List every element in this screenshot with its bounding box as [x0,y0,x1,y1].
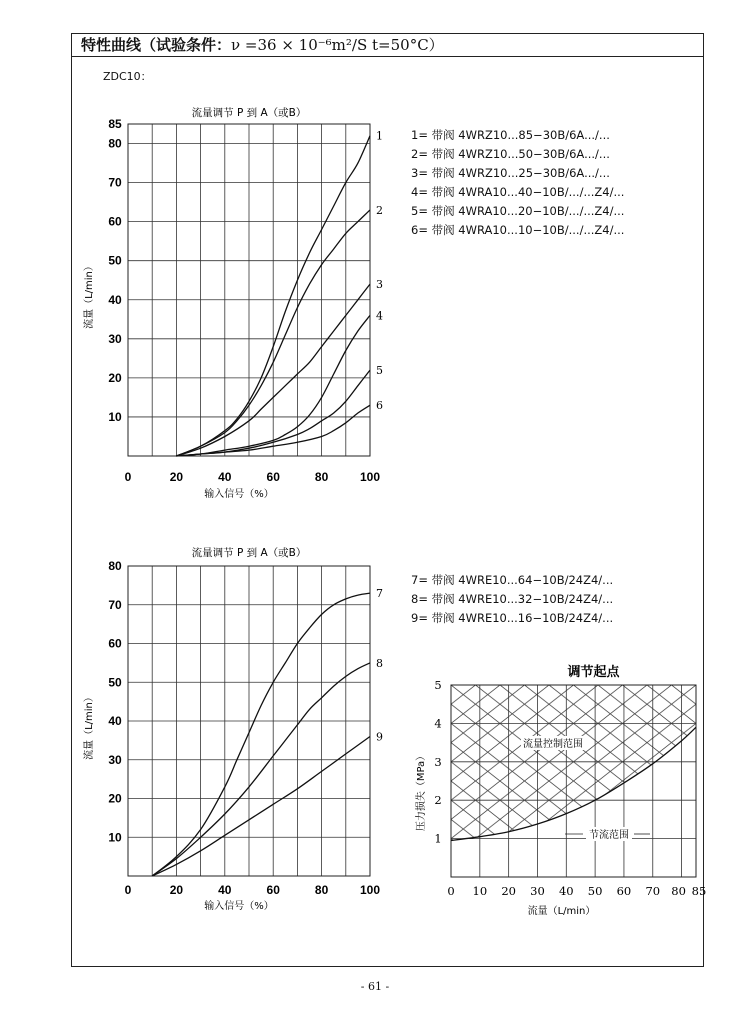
y-tick-label: 40 [108,292,122,307]
series-label-3: 3 [376,278,383,292]
region-lower-label: 节流范围 [589,830,629,841]
y-tick-label: 50 [108,253,122,268]
y-tick-label: 70 [108,175,122,190]
x-axis-label: 流量（L/min） [527,906,596,917]
y-tick-label: 70 [108,597,122,612]
chart-title: 流量调节 P 到 A（或B） [191,547,307,559]
legend-bottom-entry: 8= 带阀 4WRE10...32−10B/24Z4/... [411,592,614,606]
y-tick-label: 20 [108,791,122,806]
x-tick-label: 50 [587,884,603,898]
y-tick-label: 80 [108,136,122,151]
x-tick-label: 0 [124,470,132,484]
y-tick-label: 2 [434,793,442,808]
legend-bottom-entry: 7= 带阀 4WRE10...64−10B/24Z4/... [411,573,614,587]
y-tick-label: 60 [108,636,122,651]
legend-bottom [411,571,613,628]
x-tick-label: 85 [691,884,707,898]
y-tick-label: 50 [108,675,122,690]
legend-top-entry: 6= 带阀 4WRA10...10−10B/.../...Z4/... [411,223,625,237]
series-label-7: 7 [376,587,383,601]
series-label-5: 5 [376,364,383,378]
legend-top [411,126,624,240]
hatched-region [451,685,696,841]
x-tick-label: 100 [359,883,381,897]
series-line-7 [152,593,370,876]
x-tick-label: 60 [266,470,280,484]
x-tick-label: 60 [616,884,632,898]
x-tick-label: 20 [501,884,516,898]
y-tick-label: 10 [108,830,122,845]
legend-top-entry: 2= 带阀 4WRZ10...50−30B/6A.../... [411,147,610,161]
x-tick-label: 40 [558,884,574,898]
series-label-6: 6 [376,399,383,413]
header-condition: ν =36 × 10⁻⁶m²/S t=50°C） [231,36,444,54]
y-tick-label: 40 [108,714,122,728]
x-tick-label: 80 [314,470,329,484]
x-tick-label: 60 [266,883,280,897]
y-axis-label: 流量（L/min） [84,261,95,329]
y-tick-label: 20 [108,370,122,385]
y-tick-label: 30 [108,752,122,767]
legend-top-entry: 5= 带阀 4WRA10...20−10B/.../...Z4/... [411,204,625,218]
chart-title: 调节起点 [567,665,620,680]
x-axis-label: 输入信号（%） [204,901,274,912]
series-line-9 [152,737,370,877]
x-tick-label: 20 [169,470,184,484]
y-tick-label: 5 [434,678,442,692]
series-label-1: 1 [376,129,383,143]
x-axis-label: 输入信号（%） [204,489,274,500]
x-tick-label: 40 [218,883,232,897]
y-tick-label: 1 [434,831,442,846]
series-line-8 [152,663,370,876]
x-tick-label: 10 [472,884,488,898]
legend-top-entry: 4= 带阀 4WRA10...40−10B/.../...Z4/... [411,185,625,199]
chart-3 [451,685,696,877]
y-tick-label: 30 [108,331,122,346]
series-label-4: 4 [376,309,383,323]
y-axis-label: 压力损失（MPa） [416,750,427,832]
y-tick-label: 4 [434,716,442,731]
chart-2 [128,566,370,876]
legend-top-entry: 1= 带阀 4WRZ10...85−30B/6A.../... [411,128,610,142]
x-tick-label: 30 [530,884,545,898]
x-tick-label: 100 [359,470,381,484]
chart-title: 流量调节 P 到 A（或B） [191,107,307,119]
y-tick-label: 3 [434,754,442,769]
chart-1 [128,124,370,456]
x-tick-label: 80 [314,883,329,897]
y-axis-label: 流量（L/min） [84,692,95,760]
series-label-2: 2 [376,203,383,217]
legend-top-entry: 3= 带阀 4WRZ10...25−30B/6A.../... [411,166,610,180]
series-label-9: 9 [376,730,383,744]
x-tick-label: 20 [169,883,184,897]
series-label-8: 8 [376,656,383,670]
y-tick-label: 85 [108,117,122,131]
x-tick-label: 0 [124,883,132,897]
header-title: 特性曲线（试验条件： [81,36,232,54]
region-upper-label: 流量控制范围 [523,739,583,750]
x-tick-label: 40 [218,470,232,484]
model-label: ZDC10： [103,70,152,83]
legend-bottom-entry: 9= 带阀 4WRE10...16−10B/24Z4/... [411,611,614,625]
x-tick-label: 0 [447,884,455,898]
y-tick-label: 80 [108,559,122,573]
y-tick-label: 60 [108,214,122,229]
y-tick-label: 10 [108,409,122,424]
x-tick-label: 70 [645,884,661,898]
x-tick-label: 80 [671,884,686,898]
page-number: - 61 - [360,980,390,993]
